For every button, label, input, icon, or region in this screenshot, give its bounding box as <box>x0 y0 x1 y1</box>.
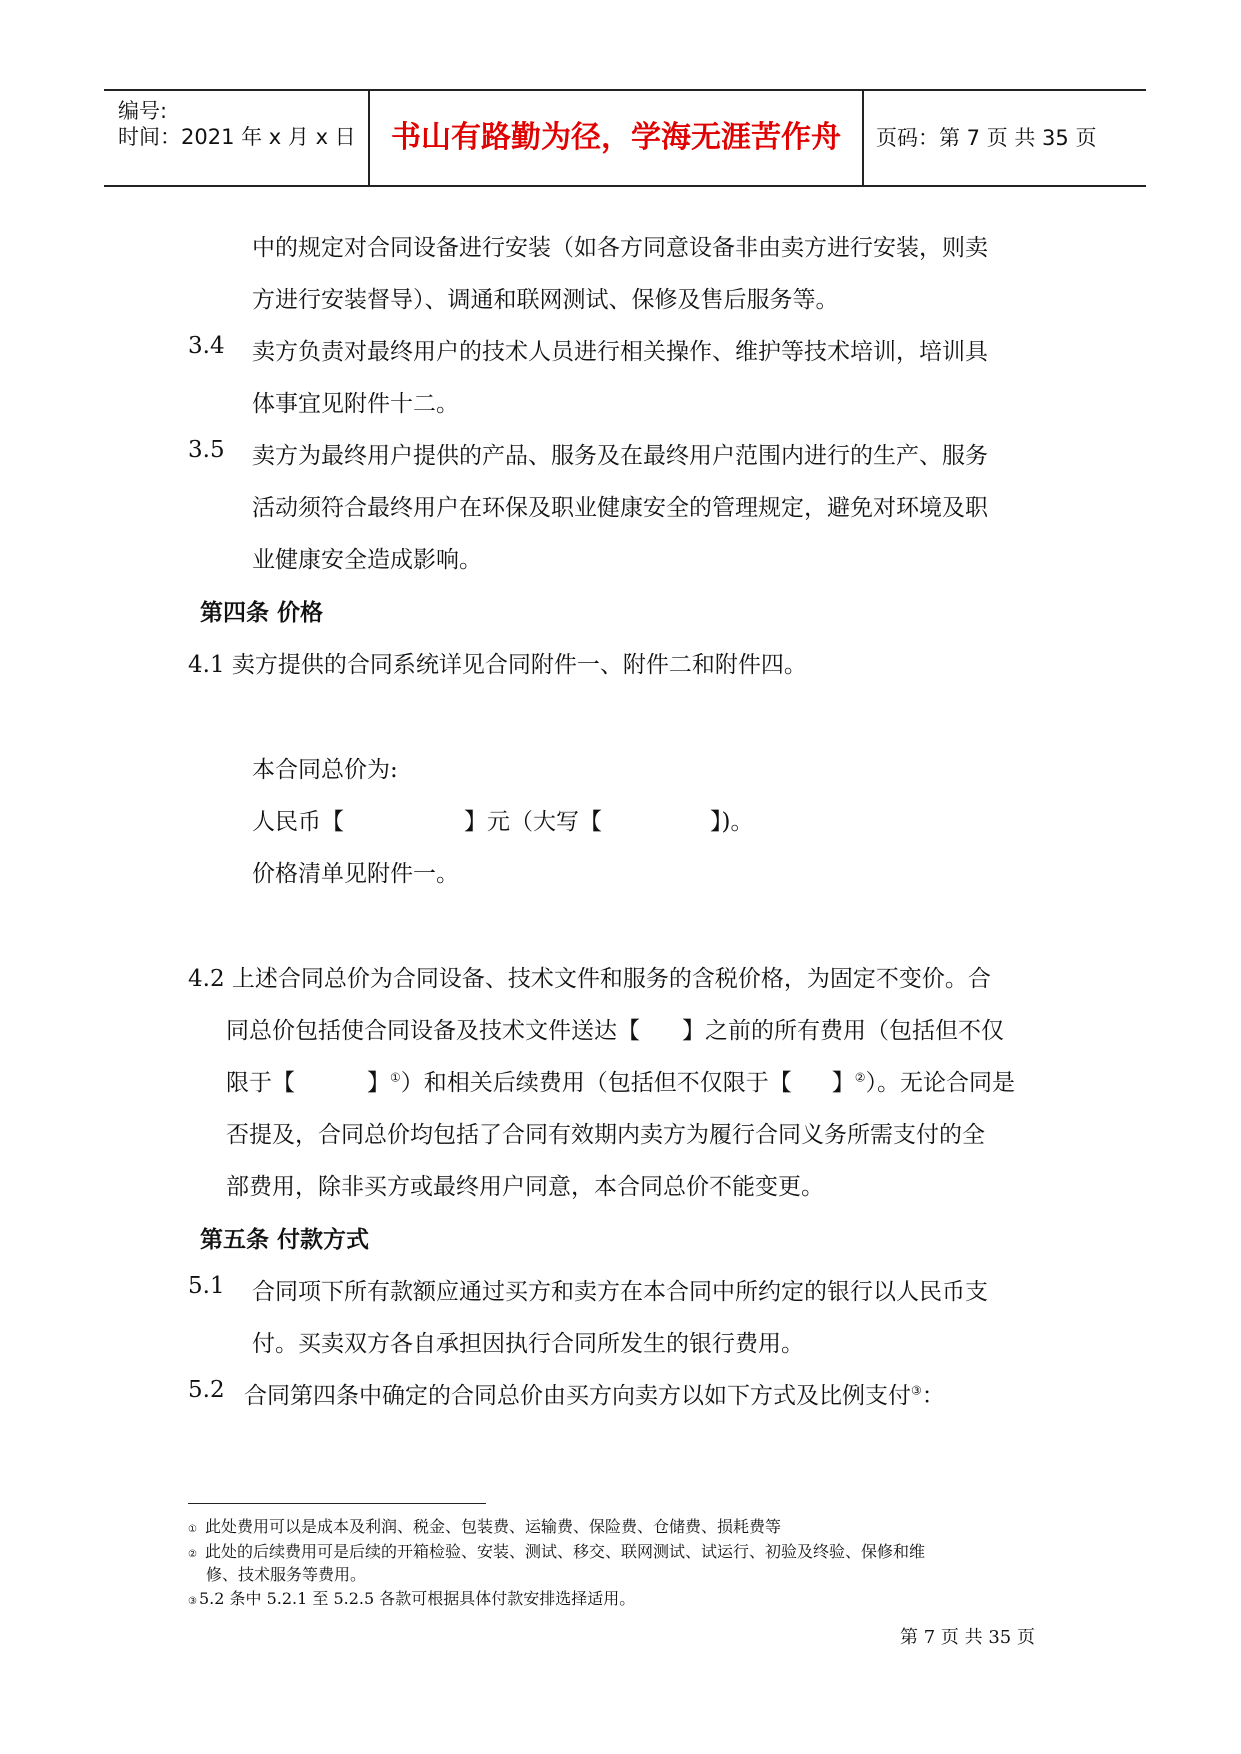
footnote-2: ② 此处的后续费用可是后续的开箱检验、安装、测试、移交、联网测试、试运行、初验及终验、保修和维 <box>188 1542 925 1561</box>
page-header <box>104 89 1146 187</box>
total-price-label: 本合同总价为: <box>252 757 398 783</box>
clause-number-3-4: 3.4 <box>188 333 225 359</box>
paragraph-line: 卖方为最终用户提供的产品、服务及在最终用户范围内进行的生产、服务 <box>252 443 988 469</box>
paragraph-line: 4.2 上述合同总价为合同设备、技术文件和服务的含税价格，为固定不变价。合 <box>188 966 991 992</box>
paragraph-line: 活动须符合最终用户在环保及职业健康安全的管理规定，避免对环境及职 <box>252 495 988 521</box>
paragraph-line: 合同第四条中确定的合同总价由买方向卖方以如下方式及比例支付③： <box>244 1383 945 1409</box>
paragraph-line: 同总价包括使合同设备及技术文件送达【 】之前的所有费用（包括但不仅 <box>226 1018 1004 1044</box>
article-5-heading: 第五条 付款方式 <box>200 1227 370 1253</box>
footnote-2-cont: 修、技术服务等费用。 <box>206 1565 367 1584</box>
footnote-3: ③ 5.2 条中 5.2.1 至 5.2.5 各款可根据具体付款安排选择适用。 <box>188 1589 636 1608</box>
paragraph-line: 付。买卖双方各自承担因执行合同所发生的银行费用。 <box>252 1331 804 1357</box>
clause-number-5-1: 5.1 <box>188 1273 225 1299</box>
clause-number-3-5: 3.5 <box>188 437 225 463</box>
header-page-label: 页码：第 7 页 共 35 页 <box>876 126 1097 150</box>
footnote-separator <box>188 1503 486 1504</box>
article-4-heading: 第四条 价格 <box>200 600 324 626</box>
paragraph-line: 部费用，除非买方或最终用户同意，本合同总价不能变更。 <box>226 1174 824 1200</box>
clause-number-5-2: 5.2 <box>188 1377 225 1403</box>
paragraph-line: 限于【 】①）和相关后续费用（包括但不仅限于【 】②）。无论合同是 <box>226 1070 1016 1096</box>
header-number-label: 编号: <box>118 99 168 123</box>
header-motto: 书山有路勤为径，学海无涯苦作舟 <box>370 91 864 185</box>
footnote-ref-2: ② <box>854 1070 866 1085</box>
footnote-ref-1: ① <box>390 1070 401 1085</box>
header-meta <box>104 91 370 185</box>
paragraph-line: 业健康安全造成影响。 <box>252 547 482 573</box>
total-price-line: 人民币【 】元（大写【 】)。 <box>252 809 754 835</box>
header-time-label: 时间：2021 年 x 月 x 日 <box>118 125 356 149</box>
paragraph-line: 中的规定对合同设备进行安装（如各方同意设备非由卖方进行安装，则卖 <box>252 235 988 261</box>
clause-4-1: 4.1 卖方提供的合同系统详见合同附件一、附件二和附件四。 <box>188 652 807 678</box>
paragraph-line: 方进行安装督导）、调通和联网测试、保修及售后服务等。 <box>252 287 839 313</box>
paragraph-line: 合同项下所有款额应通过买方和卖方在本合同中所约定的银行以人民币支 <box>252 1279 988 1305</box>
price-list-ref: 价格清单见附件一。 <box>252 861 459 887</box>
footnote-ref-3: ③ <box>911 1383 922 1398</box>
page-footer: 第 7 页 共 35 页 <box>900 1627 1035 1648</box>
paragraph-line: 否提及，合同总价均包括了合同有效期内卖方为履行合同义务所需支付的全 <box>226 1122 985 1148</box>
footnote-1: ① 此处费用可以是成本及利润、税金、包装费、运输费、保险费、仓储费、损耗费等 <box>188 1517 781 1536</box>
paragraph-line: 卖方负责对最终用户的技术人员进行相关操作、维护等技术培训，培训具 <box>252 339 988 365</box>
paragraph-line: 体事宜见附件十二。 <box>252 391 459 417</box>
